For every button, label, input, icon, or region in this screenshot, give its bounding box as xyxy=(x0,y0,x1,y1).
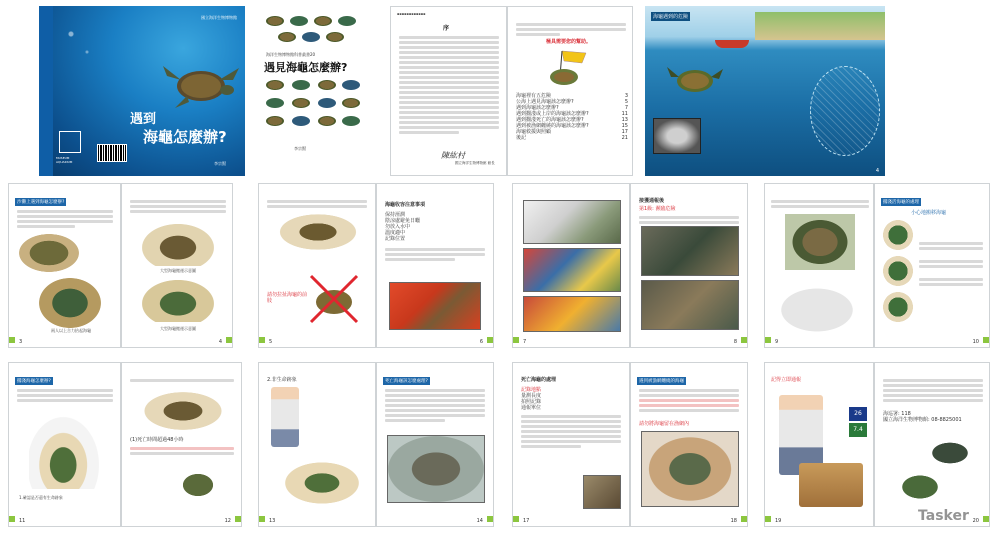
p20-page-number: 20 xyxy=(972,518,979,524)
p18-note: 請勿將海龜留在漁網內 xyxy=(639,421,690,427)
p12-page-number: 12 xyxy=(224,518,231,524)
p8-title: 接獲通報後 xyxy=(639,198,665,204)
p20-text xyxy=(883,377,983,404)
p9-faded-turtle xyxy=(767,280,867,340)
p17-photo-1 xyxy=(583,475,621,509)
scene-xray-photo xyxy=(653,118,701,154)
p4-text xyxy=(130,198,226,215)
title-page-series: 海洋生物博物館科普叢書20 xyxy=(266,52,316,57)
cover-barcode xyxy=(97,144,127,162)
p12-hands-turtle-illustration xyxy=(138,389,228,433)
spread-p5 xyxy=(258,183,376,348)
title-page-author: 李宗賢 xyxy=(294,146,306,151)
preface-heading: 序 xyxy=(443,25,450,32)
p19-sign-7: 7.4 xyxy=(849,423,867,437)
p19-turtle-box-illustration xyxy=(799,463,863,507)
p13-label: 2.非生命跡象 xyxy=(267,377,297,383)
cover-spine xyxy=(39,6,53,176)
toc-intro-text xyxy=(516,21,626,38)
spread-p8 xyxy=(630,183,748,348)
p10-hands-turtle-3 xyxy=(883,292,913,322)
spread-p7 xyxy=(512,183,630,348)
p12-text-2 xyxy=(130,445,234,457)
p14-turtle-in-tank-photo xyxy=(387,435,485,503)
p17-checklist xyxy=(521,387,621,450)
scene-net xyxy=(810,66,880,156)
p9-turtle-photo xyxy=(785,214,855,270)
p8-turtle-photo-1 xyxy=(641,226,739,276)
p7-page-number: 7 xyxy=(523,339,527,345)
p7-photo-truck xyxy=(523,200,621,244)
p4-caption-2: 大型海龜搬運示意圖 xyxy=(160,326,196,331)
p4-page-number: 4 xyxy=(218,339,222,345)
p5-page-number: 5 xyxy=(269,339,273,345)
p8-note: 第1級: 瀕臨危險 xyxy=(639,206,676,212)
toc-highlight: 極具需要您的幫助。 xyxy=(546,39,592,45)
p13-person-illustration xyxy=(271,387,299,447)
p4-caption-1: 大型海龜搬運示意圖 xyxy=(160,268,196,273)
preface-body-text xyxy=(399,34,499,136)
p9-tab xyxy=(765,337,771,343)
p12-turtle-illustration xyxy=(168,463,228,507)
p18-title: 遇到被漁網纏繞的海龜 xyxy=(639,379,684,384)
spread-p9 xyxy=(764,183,874,348)
checklist-item: 記錄地點 xyxy=(521,387,542,393)
p11-page-number: 11 xyxy=(19,518,26,524)
spread-p6 xyxy=(376,183,494,348)
p8-tab xyxy=(741,337,747,343)
toc-turtle-with-flag-icon xyxy=(542,47,592,87)
p5-cross-icon xyxy=(307,272,361,326)
p10-title: 擱淺活海龜的處理 xyxy=(883,200,919,205)
spread-p3 xyxy=(8,183,121,348)
contact-line: 國立海洋生物博物館: 08-8825001 xyxy=(883,417,962,423)
checklist-item: 陰涼處避免日曬 xyxy=(385,218,421,224)
scene-title: 海龜遇到的危險 xyxy=(653,14,689,20)
p8-turtle-photo-2 xyxy=(641,280,739,330)
checklist-item: 拍照記錄 xyxy=(521,399,542,405)
p11-tab xyxy=(9,516,15,522)
toc-entry[interactable]: 遇到擱淺或上岸的海龜該怎麼辦? 11 xyxy=(516,111,628,117)
toc-entry[interactable]: 遇到擱淺死亡的海龜該怎麼辦? 13 xyxy=(516,117,628,123)
p6-tab xyxy=(487,337,493,343)
p5-hands-turtle-illustration xyxy=(275,212,361,252)
toc-entry[interactable]: 海龜救援與照顧 17 xyxy=(516,129,628,135)
p14-tab xyxy=(487,516,493,522)
p3-turtle-illustration-1 xyxy=(19,234,79,272)
p10-page-number: 10 xyxy=(972,339,979,345)
p6-turtle-in-basket-photo xyxy=(389,282,481,330)
spread-p11 xyxy=(8,362,121,527)
p3-text xyxy=(17,208,113,230)
p12-caption: (1)死亡時間超過48小時 xyxy=(130,437,184,443)
p9-text xyxy=(771,198,869,210)
preface-header: ▪▪▪▪▪▪▪▪▪▪▪▪ xyxy=(397,12,426,16)
p11-person-turtle-illustration xyxy=(29,409,105,489)
preface-signer: 國立海洋生物博物館 館長 xyxy=(455,161,495,165)
p17-tab xyxy=(513,516,519,522)
p14-title: 死亡海龜該怎麼處理? xyxy=(385,379,428,384)
spread-p10 xyxy=(874,183,990,348)
p20-tab xyxy=(983,516,989,522)
spread-p20 xyxy=(874,362,990,527)
p6-checklist xyxy=(385,212,485,263)
p10-steps-text xyxy=(919,240,983,288)
p4-carry-illustration-1 xyxy=(136,220,220,266)
p5-warning-note: 請勿拉扯海龜的前肢 xyxy=(267,292,308,304)
preface-signature: 陳紘村 xyxy=(441,151,465,160)
p3-tab xyxy=(9,337,15,343)
p17-title: 死亡海龜的處理 xyxy=(521,377,557,383)
cover-logo-text: 國立海洋生物博物館 xyxy=(201,15,237,20)
p10-hands-turtle-2 xyxy=(883,256,913,286)
cover-sea-turtle-illustration xyxy=(159,54,244,114)
p19-page-number: 19 xyxy=(775,518,782,524)
spread-p18 xyxy=(630,362,748,527)
p5-tab xyxy=(259,337,265,343)
p6-title: 海龜收容注意事項 xyxy=(385,202,426,208)
p11-text xyxy=(17,387,113,404)
cover-bubbles xyxy=(59,16,99,76)
cover-museum-brand: MUSEUM AQUARIUM xyxy=(56,156,73,164)
p19-sign-26: 26 xyxy=(849,407,867,421)
p14-text xyxy=(385,387,485,424)
scene-shore xyxy=(755,12,885,40)
scene-boat-icon xyxy=(715,40,749,48)
spread-p13 xyxy=(258,362,376,527)
p13-beach-turtle-illustration xyxy=(279,459,365,507)
cover-title-line2: 海龜怎麼辦? xyxy=(143,128,227,146)
p12-text xyxy=(130,377,234,384)
p14-page-number: 14 xyxy=(476,518,483,524)
checklist-item: 量測長度 xyxy=(521,393,542,399)
p10-hands-turtle-1 xyxy=(883,220,913,250)
p4-carry-illustration-2 xyxy=(136,276,220,322)
scene-page xyxy=(645,6,885,176)
p10-note: 小心地搬移海龜 xyxy=(911,210,947,216)
spread-p12 xyxy=(121,362,242,527)
spread-p19 xyxy=(764,362,874,527)
cover-page xyxy=(39,6,245,176)
p5-text xyxy=(267,198,367,210)
p19-tab xyxy=(765,516,771,522)
checklist-item: 保持溼潤 xyxy=(385,212,406,218)
p8-text xyxy=(639,214,739,226)
p7-photo-release xyxy=(523,296,621,332)
p7-tab xyxy=(513,337,519,343)
p9-page-number: 9 xyxy=(775,339,779,345)
p10-tab xyxy=(983,337,989,343)
p18-text xyxy=(639,387,739,414)
checklist-item: 記錄位置 xyxy=(385,236,406,242)
toc-page xyxy=(507,6,633,176)
p12-tab xyxy=(235,516,241,522)
title-page-turtle-grid xyxy=(262,14,362,54)
checklist-item: 通報單位 xyxy=(521,405,542,411)
watermark: Tasker xyxy=(918,508,969,524)
spread-p4 xyxy=(121,183,233,348)
p18-tab xyxy=(741,516,747,522)
scene-turtle-icon xyxy=(665,61,725,101)
p19-caption: 記得立即通報 xyxy=(771,377,802,383)
p4-tab xyxy=(226,337,232,343)
checklist-item: 溫度適中 xyxy=(385,230,406,236)
p11-caption: 1.確認是否還有生命跡象 xyxy=(19,495,63,500)
p18-net-photo xyxy=(641,431,739,507)
p7-photo-crowd xyxy=(523,248,621,292)
toc-entry[interactable]: 遇到被漁網纏繞的海龜該怎麼辦? 15 xyxy=(516,123,628,129)
title-page-turtle-grid-2 xyxy=(262,78,362,138)
cover-author: 李宗賢 xyxy=(214,161,226,166)
p3-page-number: 3 xyxy=(19,339,23,345)
p13-tab xyxy=(259,516,265,522)
scene-page-number: 4 xyxy=(875,168,879,174)
p17-page-number: 17 xyxy=(523,518,530,524)
toc-list xyxy=(516,93,628,141)
p3-turtle-illustration-2 xyxy=(39,278,101,328)
preface-page xyxy=(390,6,507,176)
p20-turtle-illustration-1 xyxy=(919,435,981,471)
toc-entry[interactable]: 遇到海龜該怎麼辦? 7 xyxy=(516,105,628,111)
p11-title: 擱淺海龜怎麼辦? xyxy=(17,379,51,384)
p3-caption: 兩人以上合力抬起海龜 xyxy=(51,328,91,333)
p13-page-number: 13 xyxy=(269,518,276,524)
p6-page-number: 6 xyxy=(479,339,483,345)
p18-page-number: 18 xyxy=(730,518,737,524)
toc-entry[interactable]: 公海上遇見海龜該怎麼辦? 5 xyxy=(516,99,628,105)
contact-line: 海巡署: 118 xyxy=(883,411,911,417)
toc-entry[interactable]: 海龜裡有五危險 3 xyxy=(516,93,628,99)
p20-contacts xyxy=(883,411,983,423)
p3-title: 沙灘上遇到海龜怎麼辦? xyxy=(17,200,65,205)
cover-title-line1: 遇到 xyxy=(130,112,157,127)
p20-turtle-illustration-2 xyxy=(889,467,951,507)
checklist-item: 勿放入水中 xyxy=(385,224,411,230)
spread-p14 xyxy=(376,362,494,527)
p8-page-number: 8 xyxy=(733,339,737,345)
toc-entry[interactable]: 後記 21 xyxy=(516,135,628,141)
spread-p17 xyxy=(512,362,630,527)
title-page-title: 遇見海龜怎麼辦? xyxy=(264,61,348,74)
cover-museum-logo xyxy=(59,131,81,153)
title-page xyxy=(254,6,370,176)
